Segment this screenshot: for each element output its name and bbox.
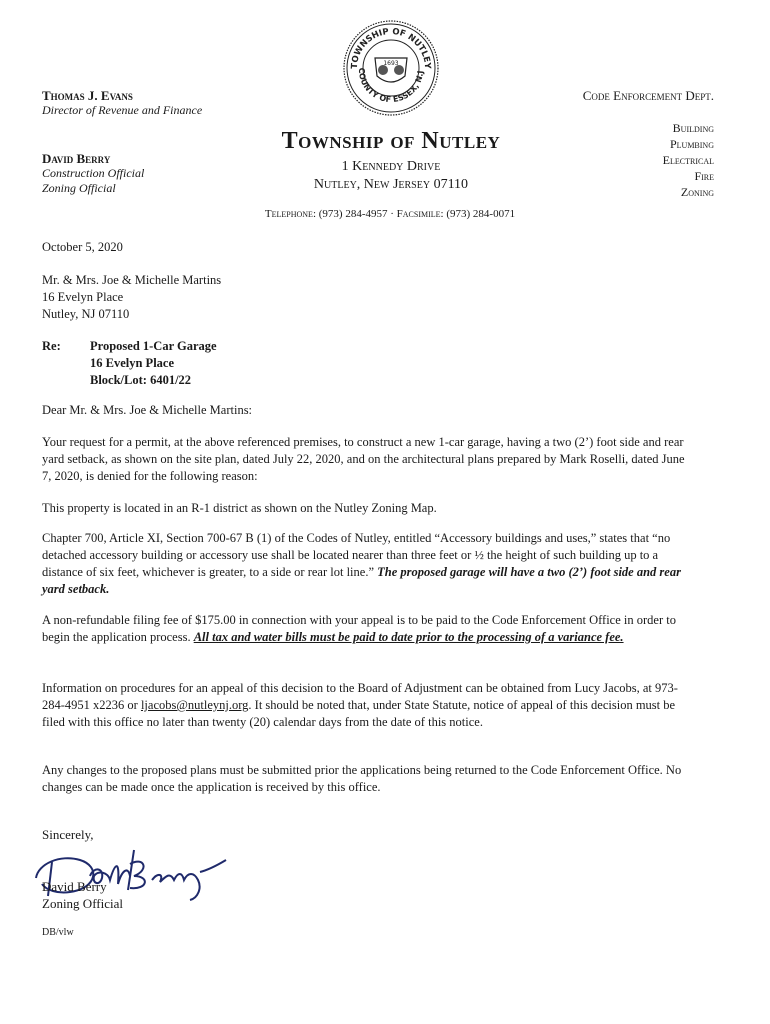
letter-date: October 5, 2020 — [42, 240, 123, 254]
email-link[interactable]: ljacobs@nutleynj.org — [140, 698, 249, 712]
construction-official-title: Construction Official — [42, 166, 145, 180]
appeal-text-2: . It should be noted that, under State Statute, notice of appeal of this decision must be filed with this office no later than twenty (20) calendar days from the date of this notice. — [42, 698, 676, 729]
finance-director-block — [42, 88, 202, 118]
seal-bottom-text: COUNTY OF ESSEX, N.J — [356, 67, 426, 105]
letterhead-address — [241, 158, 541, 194]
paragraph-filing-fee — [42, 612, 692, 646]
code-section-emphasis: The proposed garage will have a two (2’) foot side and rear yard setback. — [42, 565, 681, 596]
address-line-2: Nutley, New Jersey 07110 — [313, 177, 469, 192]
subject-block — [42, 338, 692, 389]
filing-fee-emphasis: All tax and water bills must be paid to date prior to the processing of a variance fee. — [193, 630, 624, 644]
department-name: Code Enforcement Dept. — [582, 88, 714, 103]
paragraph-appeal — [42, 680, 692, 731]
dept-plumbing: Plumbing — [669, 137, 714, 151]
signer-name: David Berry — [42, 879, 107, 894]
zoning-official-title: Zoning Official — [42, 181, 116, 195]
recipient-line-2: 16 Evelyn Place — [42, 290, 124, 304]
salutation: Dear Mr. & Mrs. Joe & Michelle Martins: — [42, 403, 253, 417]
department-list — [663, 120, 714, 200]
seal-center-text: 1693 — [383, 60, 399, 67]
recipient-line-1: Mr. & Mrs. Joe & Michelle Martins — [42, 273, 222, 287]
telephone-line: Telephone: (973) 284-4957 · Facsimile: (973) 284-0071 — [264, 208, 516, 220]
closing: Sincerely, — [42, 827, 94, 842]
paragraph-zoning-district: This property is located in an R-1 district as shown on the Nutley Zoning Map. — [42, 501, 437, 515]
subject-line-3: Block/Lot: 6401/22 — [90, 373, 192, 387]
dept-electrical: Electrical — [662, 153, 714, 167]
signer-title: Zoning Official — [42, 896, 123, 911]
subject-line-2: 16 Evelyn Place — [90, 356, 175, 370]
recipient-address — [42, 272, 692, 323]
seal-top-text: TOWNSHIP OF NUTLEY — [349, 26, 433, 70]
dept-building: Building — [672, 121, 714, 135]
filing-fee-text: A non-refundable filing fee of $175.00 in connection with your appeal is to be paid to the Code Enforcement Office in order to begin the application process. — [42, 613, 676, 644]
dept-fire: Fire — [694, 169, 714, 183]
paragraph-code-section — [42, 530, 692, 598]
construction-official-block — [42, 151, 144, 196]
construction-official-name: David Berry — [42, 151, 111, 166]
subject-line-1: Proposed 1-Car Garage — [90, 339, 217, 353]
typist-initials: DB/vlw — [42, 927, 74, 938]
paragraph-request: Your request for a permit, at the above referenced premises, to construct a new 1-car garage, having a two (2’) foot side and rear yard setback, as shown on the site plan, dated July 22, 2020, and on the architectural plans prepared by Mark Roselli, dated June 7, 2020, is denied for the following reason: — [42, 435, 685, 483]
letterhead-title: Township of Nutley — [281, 128, 501, 154]
appeal-text-1: Information on procedures for an appeal of this decision to the Board of Adjustment can be obtained from Lucy Jacobs, at 973-284-4951 x2236 or — [42, 681, 678, 712]
finance-director-name: Thomas J. Evans — [42, 88, 133, 103]
township-seal — [341, 18, 441, 118]
signer-block — [42, 878, 692, 912]
address-line-1: 1 Kennedy Drive — [341, 159, 441, 174]
dept-zoning: Zoning — [680, 185, 714, 199]
paragraph-plan-changes: Any changes to the proposed plans must be submitted prior the applications being returned to the Code Enforcement Office. No changes can be made once the application is received by this office. — [42, 763, 682, 794]
code-section-text: Chapter 700, Article XI, Section 700-67 B (1) of the Codes of Nutley, entitled “Accessory buildings and uses,” states that “no detached accessory building or accessory use shall be located nearer than three feet or ½ the height of such building up to a distance of six feet, whichever is greater, to a side or rear lot line.” — [42, 531, 671, 579]
subject-label: Re: — [42, 339, 61, 353]
recipient-line-3: Nutley, NJ 07110 — [42, 307, 130, 321]
finance-director-title: Director of Revenue and Finance — [42, 103, 203, 117]
